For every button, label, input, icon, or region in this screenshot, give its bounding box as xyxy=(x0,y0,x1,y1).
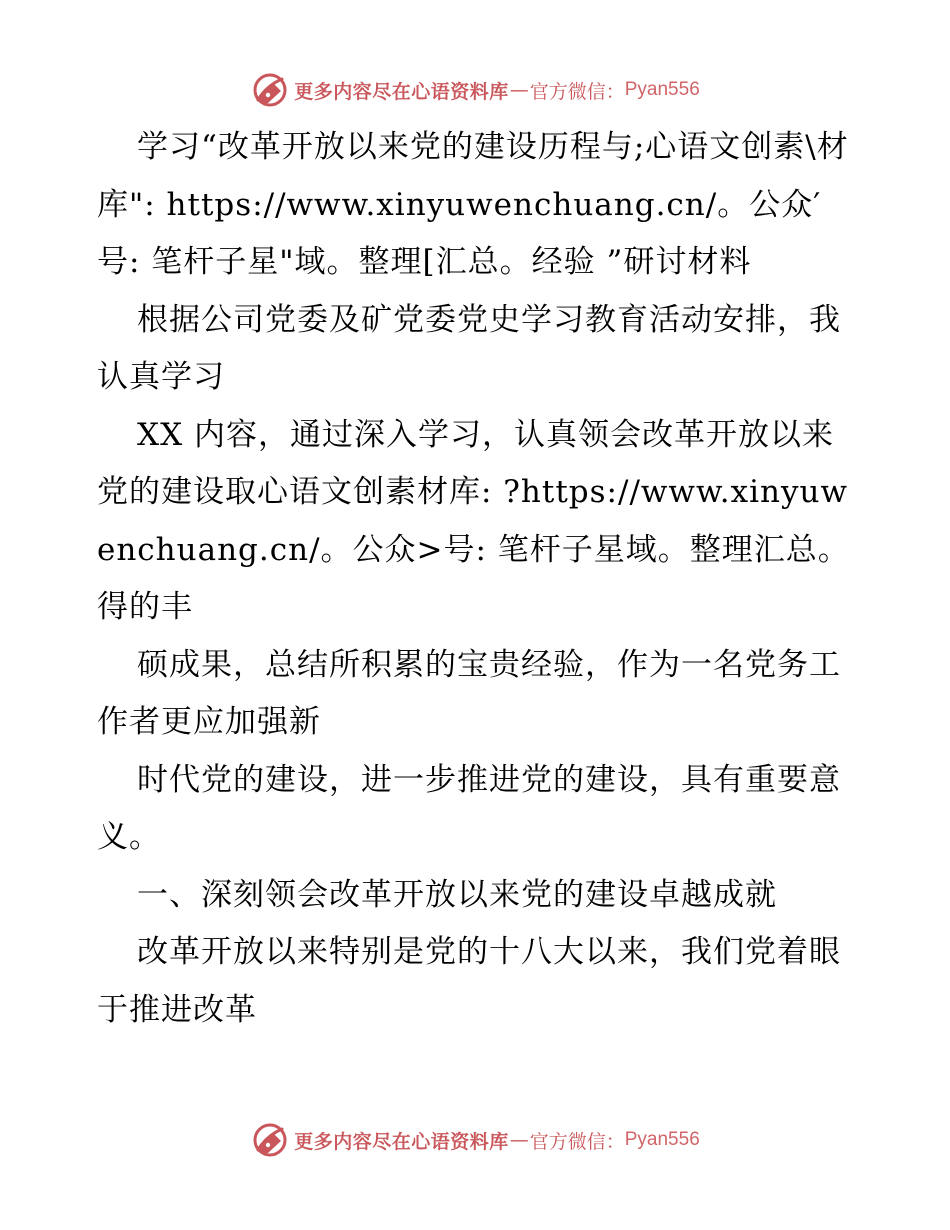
banner-site-name: 更多内容尽在心语资料库 xyxy=(294,1130,509,1153)
section-heading: 一、深刻领会改革开放以来党的建设卓越成就 xyxy=(137,876,777,913)
banner-dash: — xyxy=(509,1129,529,1151)
banner-wechat-label: 官方微信： xyxy=(529,80,625,103)
paragraph: XX 内容，通过深入学习，认真领会改革开放以来党的建设取心语文创素材库: ?https://www.xinyuwenchuang.cn/。公众>号: 笔杆子星域。整理汇总。得的丰 xyxy=(97,416,850,625)
banner-site-name: 更多内容尽在心语资料库 xyxy=(294,80,509,103)
paragraph: 学习“改革开放以来党的建设历程与;心语文创素\材库": https://www.xinyuwenchuang.cn/。公众′号: 笔杆子星"域。整理[汇总。经验 ”研讨材料 xyxy=(97,129,849,280)
pen-logo-icon xyxy=(250,70,290,110)
paragraph: 改革开放以来特别是党的十八大以来，我们党着眼于推进改革 xyxy=(97,934,841,1028)
footer-banner xyxy=(0,1118,950,1162)
pen-logo-icon xyxy=(250,1120,290,1160)
paragraph: 时代党的建设，进一步推进党的建设，具有重要意义。 xyxy=(97,761,841,855)
paragraph: 根据公司党委及矿党委党史学习教育活动安排，我认真学习 xyxy=(97,301,841,395)
banner-wechat-label: 官方微信： xyxy=(529,1130,625,1153)
banner-wechat-id: Pyan556 xyxy=(624,79,700,100)
document-body xyxy=(97,119,852,1039)
banner-dash: — xyxy=(509,79,529,101)
paragraph: 硕成果，总结所积累的宝贵经验，作为一名党务工作者更应加强新 xyxy=(97,646,841,740)
header-banner xyxy=(0,68,950,112)
banner-wechat-id: Pyan556 xyxy=(624,1129,700,1150)
